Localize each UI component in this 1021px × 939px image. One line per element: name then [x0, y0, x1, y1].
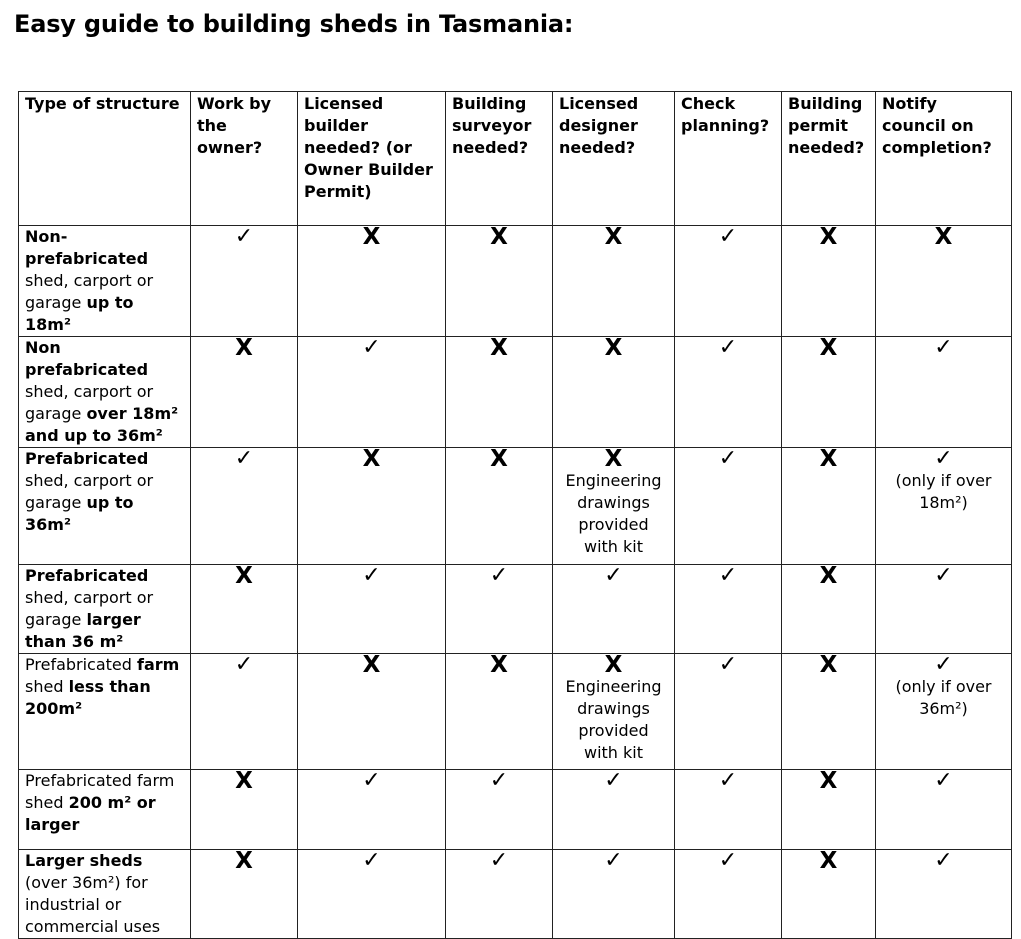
checkmark-icon: ✓: [234, 224, 254, 249]
checkmark-icon: ✓: [362, 848, 381, 873]
checkmark-icon: ✓: [234, 652, 254, 677]
cell-building-surveyor: [446, 565, 553, 654]
cross-icon: X: [819, 848, 838, 874]
structure-type-cell: [19, 770, 191, 850]
cross-icon: X: [604, 446, 623, 472]
cell-building-surveyor: [446, 226, 553, 337]
cell-check-planning: [675, 850, 782, 939]
checkmark-icon: ✓: [718, 446, 738, 471]
structure-type-cell: [19, 448, 191, 565]
cell-licensed-designer: [553, 850, 675, 939]
cell-building-surveyor: [446, 770, 553, 850]
cell-notify-council: [876, 226, 1012, 337]
cell-notify-council: [876, 565, 1012, 654]
structure-type-cell: [19, 850, 191, 939]
cross-icon: X: [819, 335, 838, 361]
structure-text: shed, carport or garage: [25, 382, 154, 423]
cross-icon: X: [819, 224, 838, 250]
checkmark-icon: ✓: [718, 335, 738, 360]
checkmark-icon: ✓: [489, 563, 509, 588]
cross-icon: X: [490, 446, 508, 472]
checkmark-icon: ✓: [718, 224, 738, 249]
cell-building-surveyor: [446, 337, 553, 448]
cell-building-permit: [782, 565, 876, 654]
structure-type-cell: [19, 337, 191, 448]
structure-text: up to 36m²: [25, 493, 134, 534]
checkmark-icon: ✓: [718, 768, 738, 793]
table-row: [19, 770, 1012, 850]
cross-icon: X: [235, 563, 253, 589]
cross-icon: X: [604, 652, 623, 678]
cell-licensed-designer: [553, 337, 675, 448]
header-type-of-structure: Type of structure: [19, 92, 191, 226]
table-row: [19, 654, 1012, 770]
header-work-by-owner: Work by the owner?: [191, 92, 298, 226]
structure-text: larger than 36 m²: [25, 610, 141, 651]
checkmark-icon: ✓: [718, 848, 738, 873]
checkmark-icon: ✓: [934, 652, 953, 677]
cell-licensed-builder: [298, 850, 446, 939]
cell-building-permit: [782, 448, 876, 565]
header-licensed-builder: Licensed builder needed? (or Owner Builder Permit): [298, 92, 446, 226]
table-row: [19, 226, 1012, 337]
table-row: [19, 850, 1012, 939]
cell-building-permit: [782, 850, 876, 939]
checkmark-icon: ✓: [604, 768, 623, 793]
table-row: [19, 448, 1012, 565]
cell-notify-council: [876, 654, 1012, 770]
cell-building-surveyor: [446, 654, 553, 770]
structure-type-cell: [19, 226, 191, 337]
cell-licensed-builder: [298, 448, 446, 565]
cell-licensed-designer: [553, 654, 675, 770]
structure-text: (over 36m²) for industrial or commercial uses: [25, 873, 161, 936]
cell-work-by-owner: [191, 448, 298, 565]
cross-icon: X: [362, 652, 381, 678]
header-licensed-designer: Licensed designer needed?: [553, 92, 675, 226]
structure-text: Non prefabricated: [25, 338, 149, 379]
checkmark-icon: ✓: [489, 848, 509, 873]
cell-licensed-designer: [553, 565, 675, 654]
cell-check-planning: [675, 448, 782, 565]
structure-text: less than 200m²: [25, 677, 151, 718]
structure-type-cell: [19, 654, 191, 770]
cell-notify-council: [876, 770, 1012, 850]
page-title: Easy guide to building sheds in Tasmania:: [14, 10, 574, 38]
structure-type-cell: [19, 565, 191, 654]
structure-text: over 18m² and up to 36m²: [25, 404, 179, 445]
cell-licensed-builder: [298, 565, 446, 654]
cell-licensed-designer: [553, 448, 675, 565]
cell-building-permit: [782, 770, 876, 850]
structure-text: Prefabricated farm shed: [25, 771, 175, 812]
cell-check-planning: [675, 565, 782, 654]
cell-work-by-owner: [191, 226, 298, 337]
checkmark-icon: ✓: [489, 768, 509, 793]
cell-work-by-owner: [191, 654, 298, 770]
cross-icon: X: [490, 652, 508, 678]
cell-work-by-owner: [191, 565, 298, 654]
checkmark-icon: ✓: [934, 768, 953, 793]
cell-licensed-designer: [553, 770, 675, 850]
cross-icon: X: [362, 224, 381, 250]
cross-icon: X: [235, 335, 253, 361]
cell-licensed-builder: [298, 337, 446, 448]
cross-icon: X: [235, 848, 253, 874]
cell-note: (only if over 36m²): [895, 677, 992, 718]
cell-building-surveyor: [446, 448, 553, 565]
cell-check-planning: [675, 337, 782, 448]
table-body: [19, 226, 1012, 939]
checkmark-icon: ✓: [718, 652, 738, 677]
cross-icon: X: [604, 224, 623, 250]
structure-text: 200 m² or larger: [25, 793, 156, 834]
cell-work-by-owner: [191, 770, 298, 850]
cell-check-planning: [675, 226, 782, 337]
structure-text: shed, carport or garage: [25, 588, 154, 629]
structure-text: Larger sheds: [25, 851, 143, 870]
cross-icon: X: [934, 224, 953, 250]
checkmark-icon: ✓: [362, 563, 381, 588]
cell-note: Engineering drawings provided with kit: [565, 677, 662, 762]
cell-licensed-builder: [298, 770, 446, 850]
structure-text: Non-prefabricated: [25, 227, 149, 268]
shed-guide-table: [18, 91, 1012, 939]
header-building-permit: Building permit needed?: [782, 92, 876, 226]
checkmark-icon: ✓: [604, 848, 623, 873]
cell-licensed-builder: [298, 226, 446, 337]
table-row: [19, 337, 1012, 448]
checkmark-icon: ✓: [934, 563, 953, 588]
cell-work-by-owner: [191, 337, 298, 448]
structure-text: Prefabricated: [25, 449, 149, 468]
cell-building-permit: [782, 226, 876, 337]
checkmark-icon: ✓: [934, 446, 953, 471]
cross-icon: X: [362, 446, 381, 472]
header-check-planning: Check planning?: [675, 92, 782, 226]
cross-icon: X: [235, 768, 253, 794]
cross-icon: X: [604, 335, 623, 361]
structure-text: Prefabricated: [25, 655, 138, 674]
header-notify-council: Notify council on completion?: [876, 92, 1012, 226]
cell-building-permit: [782, 654, 876, 770]
structure-text: up to 18m²: [25, 293, 134, 334]
checkmark-icon: ✓: [934, 335, 953, 360]
structure-text: shed, carport or garage: [25, 471, 154, 512]
cell-notify-council: [876, 850, 1012, 939]
cell-work-by-owner: [191, 850, 298, 939]
cross-icon: X: [819, 652, 838, 678]
cross-icon: X: [819, 768, 838, 794]
cell-building-surveyor: [446, 850, 553, 939]
cross-icon: X: [819, 446, 838, 472]
header-building-surveyor: Building surveyor needed?: [446, 92, 553, 226]
cell-check-planning: [675, 770, 782, 850]
cell-notify-council: [876, 337, 1012, 448]
cross-icon: X: [490, 224, 508, 250]
checkmark-icon: ✓: [934, 848, 953, 873]
checkmark-icon: ✓: [362, 335, 381, 360]
checkmark-icon: ✓: [234, 446, 254, 471]
cell-licensed-designer: [553, 226, 675, 337]
structure-text: farm: [137, 655, 180, 674]
header-row: [19, 92, 1012, 226]
checkmark-icon: ✓: [718, 563, 738, 588]
checkmark-icon: ✓: [362, 768, 381, 793]
structure-text: shed, carport or garage: [25, 271, 154, 312]
cell-check-planning: [675, 654, 782, 770]
structure-text: shed: [25, 677, 69, 696]
cell-notify-council: [876, 448, 1012, 565]
cell-note: Engineering drawings provided with kit: [565, 471, 662, 556]
table-row: [19, 565, 1012, 654]
cross-icon: X: [819, 563, 838, 589]
cell-note: (only if over 18m²): [895, 471, 992, 512]
cell-building-permit: [782, 337, 876, 448]
cell-licensed-builder: [298, 654, 446, 770]
structure-text: Prefabricated: [25, 566, 149, 585]
cross-icon: X: [490, 335, 508, 361]
checkmark-icon: ✓: [604, 563, 623, 588]
